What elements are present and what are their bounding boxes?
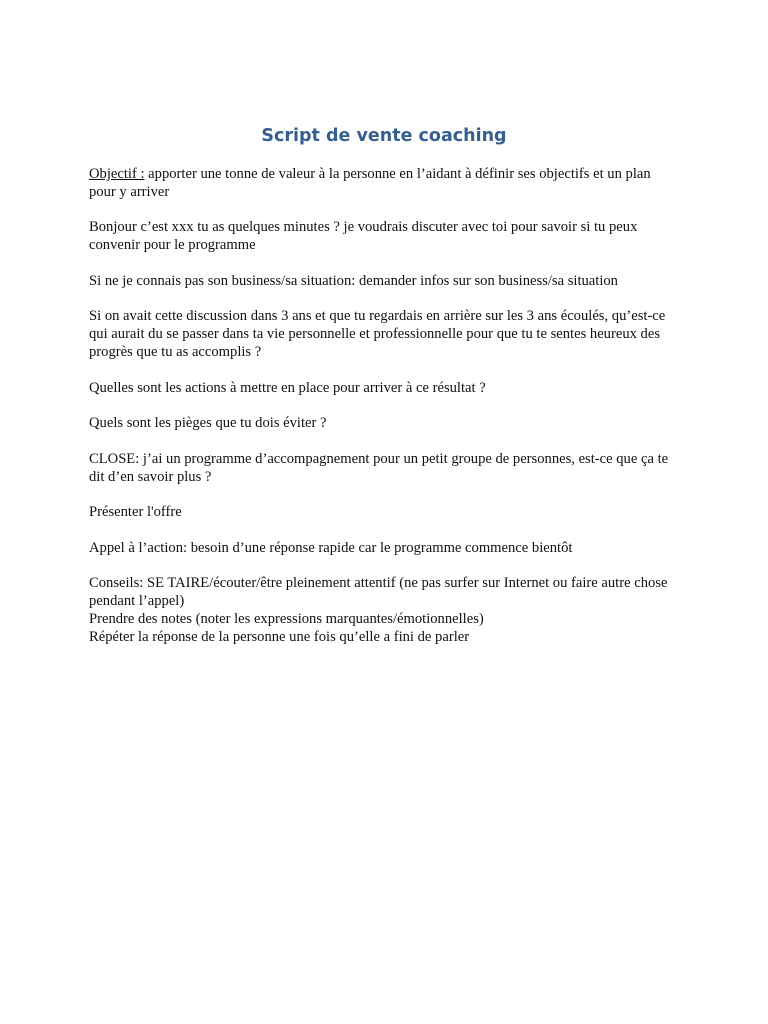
objective-text: apporter une tonne de valeur à la personne en l’aidant à définir ses objectifs et un plan pour y arriver xyxy=(89,166,651,200)
advice-line-listen: Conseils: SE TAIRE/écouter/être pleinement attentif (ne pas surfer sur Internet ou faire autre chose pendant l’appel) xyxy=(89,575,668,610)
paragraph-business-situation: Si ne je connais pas son business/sa situation: demander infos sur son business/sa situation xyxy=(89,272,618,289)
paragraph-call-to-action: Appel à l’action: besoin d’une réponse rapide car le programme commence bientôt xyxy=(89,539,573,556)
paragraph-present-offer: Présenter l'offre xyxy=(89,504,182,521)
objective-paragraph xyxy=(89,166,679,202)
document-body xyxy=(89,166,679,647)
advice-line-notes: Prendre des notes (noter les expressions marquantes/émotionnelles) xyxy=(89,610,484,627)
document-title: Script de vente coaching xyxy=(261,126,507,146)
paragraph-three-years-question: Si on avait cette discussion dans 3 ans et que tu regardais en arrière sur les 3 ans écoulés, qu’est-ce qui aurait du se passer dans ta vie personnelle et professionnelle pour que tu te sentes heureux des progrès que tu as accomplis ? xyxy=(89,308,666,360)
advice-line-repeat: Répéter la réponse de la personne une fois qu’elle a fini de parler xyxy=(89,628,470,645)
paragraph-close: CLOSE: j’ai un programme d’accompagnement pour un petit groupe de personnes, est-ce que ça te dit d’en savoir plus ? xyxy=(89,450,669,485)
paragraph-pitfalls-question: Quels sont les pièges que tu dois éviter ? xyxy=(89,415,327,432)
paragraph-actions-question: Quelles sont les actions à mettre en place pour arriver à ce résultat ? xyxy=(89,379,486,396)
paragraph-greeting: Bonjour c’est xxx tu as quelques minutes ? je voudrais discuter avec toi pour savoir si tu peux convenir pour le programme xyxy=(89,219,638,254)
objective-label: Objectif : xyxy=(89,166,145,182)
